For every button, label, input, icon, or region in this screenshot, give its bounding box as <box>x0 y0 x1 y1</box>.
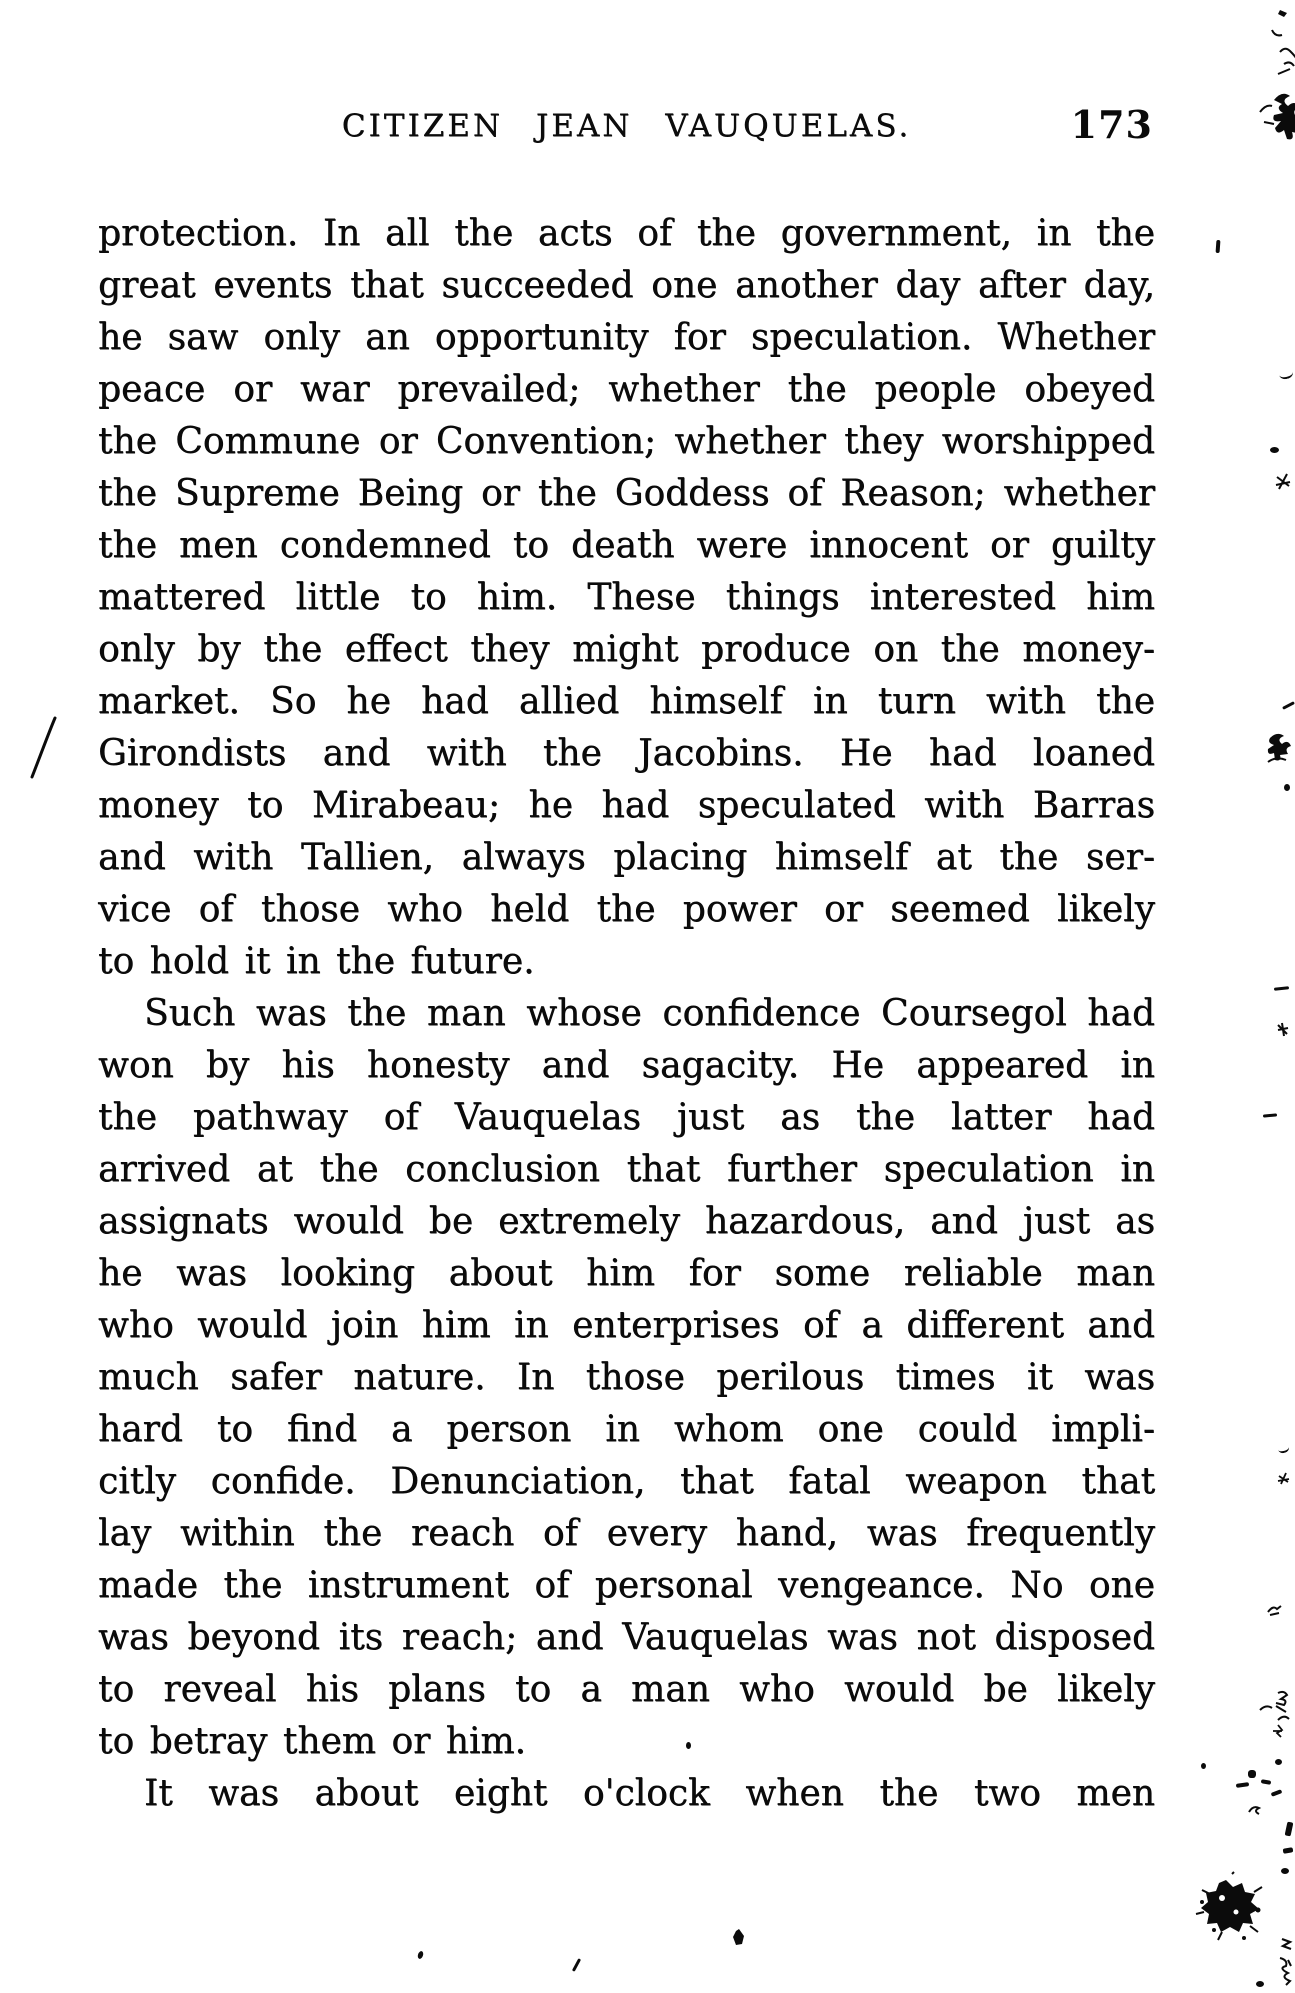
text-block <box>98 0 1155 1993</box>
ink-speck <box>1275 472 1292 491</box>
text-line: only by the effect they might produce on the money- <box>98 629 1155 670</box>
text-line-paragraph-end: to hold it in the future. <box>98 941 535 982</box>
text-line: to reveal his plans to a man who would be likely <box>98 1669 1155 1710</box>
ink-speck <box>1216 240 1221 253</box>
text-line: made the instrument of personal vengeance. No one <box>98 1565 1155 1606</box>
body-text <box>98 208 1155 1820</box>
ink-speck <box>1276 1956 1292 1986</box>
ink-speck <box>1281 1868 1289 1874</box>
text-line: much safer nature. In those perilous times it was <box>98 1357 1155 1398</box>
text-line: who would join him in enterprises of a different and <box>98 1305 1155 1346</box>
ink-speck <box>1284 784 1290 791</box>
ink-speck <box>1201 1763 1206 1769</box>
ink-speck <box>1283 1847 1294 1854</box>
text-line: he was looking about him for some reliable man <box>98 1253 1155 1294</box>
text-line: lay within the reach of every hand, was frequently <box>98 1513 1155 1554</box>
text-line: arrived at the conclusion that further speculation in <box>98 1149 1155 1190</box>
ink-speck <box>1263 1113 1277 1117</box>
text-line: citly confide. Denunciation, that fatal weapon that <box>98 1461 1155 1502</box>
ink-speck <box>1278 367 1294 381</box>
ink-speck <box>686 1742 691 1749</box>
text-line: market. So he had allied himself in turn with the <box>98 681 1155 722</box>
text-line: vice of those who held the power or seemed likely <box>98 889 1155 930</box>
ink-speck <box>1272 1724 1284 1738</box>
text-line-paragraph-start: Such was the man whose confidence Coursegol had <box>144 993 1155 1034</box>
text-line: won by his honesty and sagacity. He appeared in <box>98 1045 1155 1086</box>
text-line: he saw only an opportunity for speculation. Whether <box>98 317 1155 358</box>
ink-speck <box>1285 1822 1294 1837</box>
ink-speck <box>1236 1782 1249 1788</box>
ink-speck <box>1277 1472 1290 1485</box>
text-line: money to Mirabeau; he had speculated with Barras <box>98 785 1155 826</box>
text-line: mattered little to him. These things interested him <box>98 577 1155 618</box>
ink-speck <box>1282 701 1295 710</box>
text-line: was beyond its reach; and Vauquelas was not disposed <box>98 1617 1155 1658</box>
text-line: the Supreme Being or the Goddess of Reason; whether <box>98 473 1155 514</box>
ink-speck <box>1276 1022 1290 1037</box>
ink-speck <box>1248 1770 1256 1778</box>
text-line: assignats would be extremely hazardous, and just as <box>98 1201 1155 1242</box>
text-line: protection. In all the acts of the government, in the <box>98 213 1155 254</box>
text-line-paragraph-start: It was about eight o'clock when the two men <box>144 1773 1155 1814</box>
ink-speck <box>1280 1936 1292 1950</box>
ink-speck <box>1275 1759 1282 1765</box>
text-line: and with Tallien, always placing himself at the ser- <box>98 837 1155 878</box>
ink-speck <box>1247 1804 1261 1816</box>
ink-speck <box>1256 1981 1264 1987</box>
text-line: great events that succeeded one another day after day, <box>98 265 1155 306</box>
text-line: the pathway of Vauquelas just as the latter had <box>98 1097 1155 1138</box>
pen-mark-left-margin <box>28 716 60 780</box>
text-line: the men condemned to death were innocent or guilty <box>98 525 1155 566</box>
ink-speck-cluster <box>1262 730 1293 772</box>
ink-speck <box>1271 1789 1283 1797</box>
ink-speck <box>1261 1779 1272 1785</box>
text-line: hard to find a person in whom one could impli- <box>98 1409 1155 1450</box>
page-number: 173 <box>1070 102 1153 147</box>
ink-speck <box>1270 447 1279 453</box>
ink-speck <box>732 1928 746 1946</box>
ink-speck <box>1277 1443 1290 1455</box>
ink-speck <box>1267 1604 1282 1617</box>
text-line: the Commune or Convention; whether they worshipped <box>98 421 1155 462</box>
text-line: Girondists and with the Jacobins. He had loaned <box>98 733 1155 774</box>
text-line: peace or war prevailed; whether the people obeyed <box>98 369 1155 410</box>
ink-blot <box>1192 1872 1266 1942</box>
ink-speck-cluster-top-right <box>1250 4 1295 149</box>
running-header-title: CITIZEN JEAN VAUQUELAS. <box>341 108 912 144</box>
text-line-paragraph-end: to betray them or him. <box>98 1721 526 1762</box>
ink-speck <box>1274 986 1289 991</box>
